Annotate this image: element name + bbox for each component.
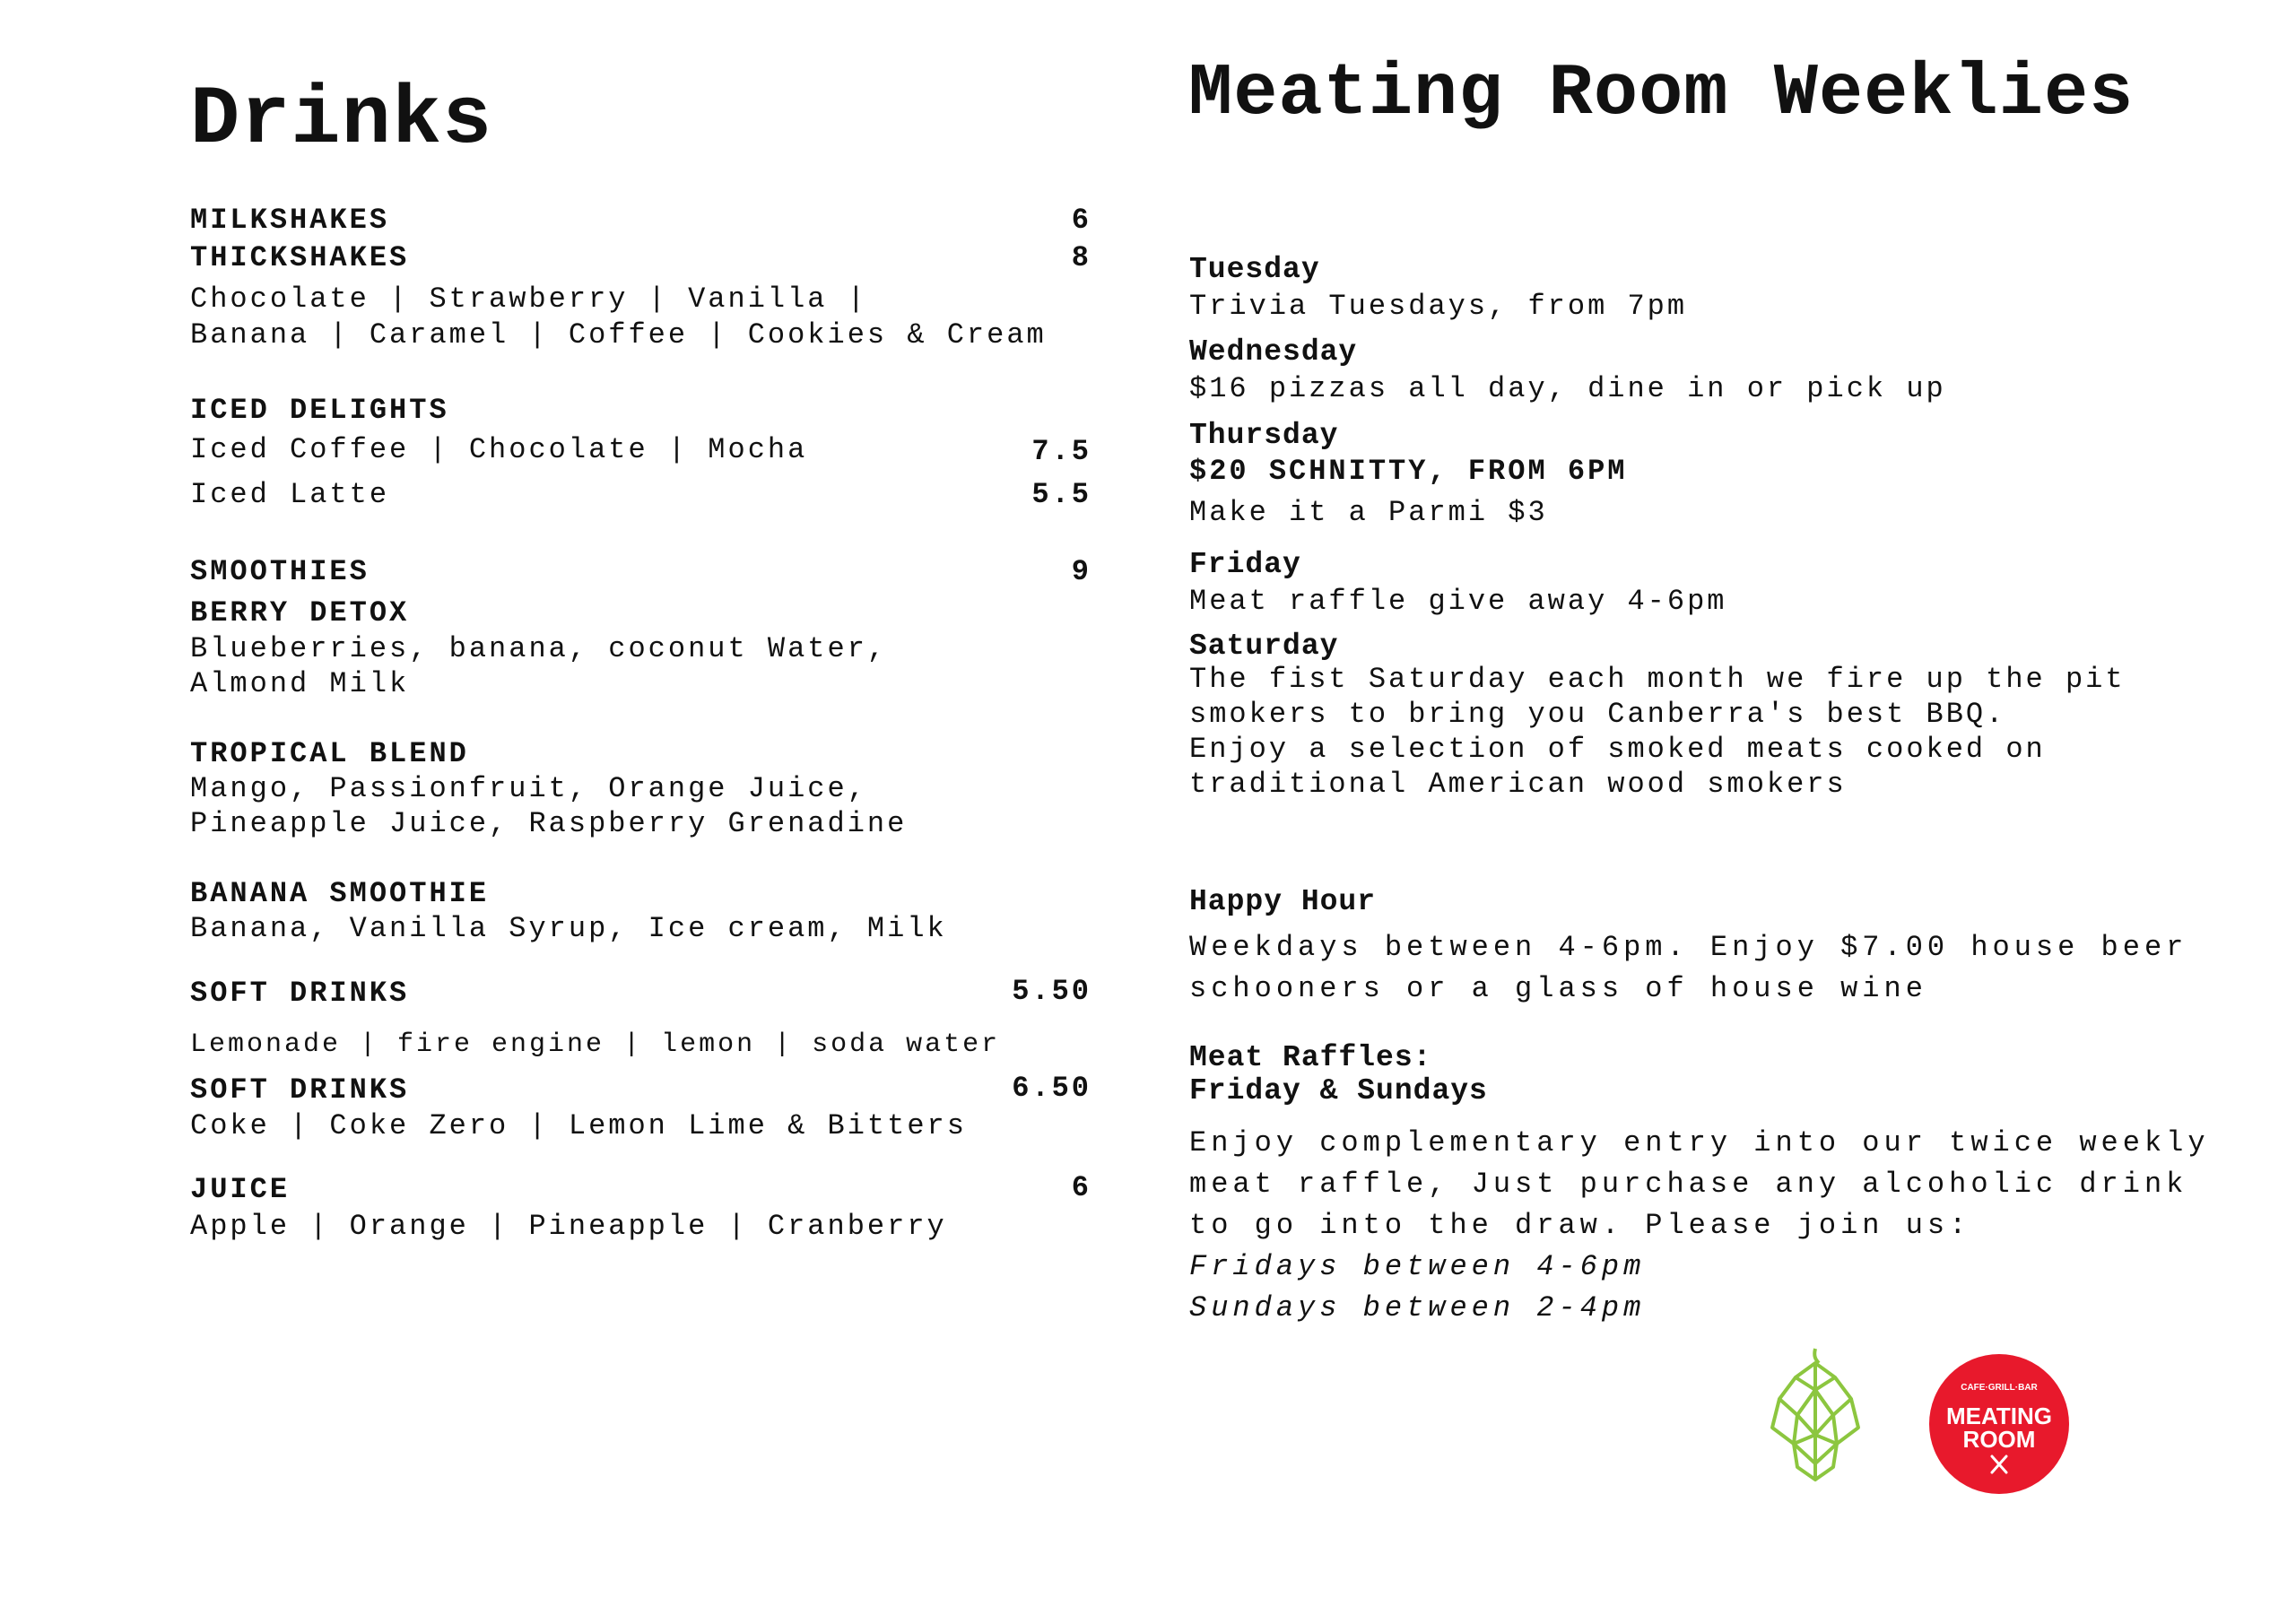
raffle-line: to go into the draw. Please join us:: [1189, 1209, 1971, 1242]
smoothie-desc: Banana, Vanilla Syrup, Ice cream, Milk: [190, 912, 947, 945]
soft-drinks-price: 5.50: [1012, 975, 1091, 1008]
shake-flavours-line: Chocolate | Strawberry | Vanilla |: [190, 282, 867, 316]
smoothie-desc: Blueberries, banana, coconut Water,: [190, 632, 888, 665]
milkshakes-label: MILKSHAKES: [190, 204, 390, 237]
meat-raffles-heading: Meat Raffles:: [1189, 1041, 1432, 1074]
happy-hour-heading: Happy Hour: [1189, 885, 1377, 918]
smoothie-desc: Almond Milk: [190, 667, 410, 700]
day-heading-tuesday: Tuesday: [1189, 253, 1320, 286]
iced-item: Iced Coffee | Chocolate | Mocha: [190, 433, 808, 466]
hop-icon: [1744, 1329, 1852, 1472]
thursday-deal: $20 SCHNITTY, FROM 6PM: [1189, 455, 1628, 488]
juice-label: JUICE: [190, 1173, 291, 1206]
smoothie-name: BANANA SMOOTHIE: [190, 877, 490, 910]
logo-line1: MEATING: [1946, 1403, 2053, 1429]
iced-item-price: 7.5: [1031, 435, 1091, 468]
day-text: Trivia Tuesdays, from 7pm: [1189, 290, 1688, 323]
thickshakes-price: 8: [1071, 241, 1091, 274]
soft-drinks-price: 6.50: [1012, 1072, 1091, 1105]
iced-item-price: 5.5: [1031, 478, 1091, 511]
logo-line2: ROOM: [1962, 1426, 2036, 1453]
soft-drinks-label: SOFT DRINKS: [190, 977, 410, 1010]
saturday-line: smokers to bring you Canberra's best BBQ.: [1189, 698, 2006, 731]
weeklies-title: Meating Room Weeklies: [1188, 52, 2135, 135]
saturday-line: Enjoy a selection of smoked meats cooked on: [1189, 733, 2046, 766]
smoothies-heading: SMOOTHIES: [190, 555, 370, 588]
day-text: Meat raffle give away 4-6pm: [1189, 585, 1727, 618]
day-text: $16 pizzas all day, dine in or pick up: [1189, 372, 1946, 405]
raffle-time: Fridays between 4-6pm: [1189, 1250, 1646, 1283]
saturday-line: The fist Saturday each month we fire up the pit: [1189, 663, 2126, 696]
smoothie-desc: Mango, Passionfruit, Orange Juice,: [190, 772, 867, 805]
day-text: Make it a Parmi $3: [1189, 496, 1548, 529]
soft-drinks-desc: Lemonade | fire engine | lemon | soda water: [190, 1029, 1001, 1060]
smoothies-price: 9: [1071, 555, 1091, 588]
soft-drinks-label: SOFT DRINKS: [190, 1073, 410, 1107]
smoothie-name: TROPICAL BLEND: [190, 737, 469, 770]
meating-room-logo: [1910, 1336, 2054, 1480]
day-heading-wednesday: Wednesday: [1189, 335, 1358, 369]
thickshakes-label: THICKSHAKES: [190, 241, 410, 274]
iced-delights-heading: ICED DELIGHTS: [190, 394, 449, 427]
smoothie-desc: Pineapple Juice, Raspberry Grenadine: [190, 807, 908, 840]
juice-desc: Apple | Orange | Pineapple | Cranberry: [190, 1210, 947, 1243]
smoothie-name: BERRY DETOX: [190, 596, 410, 630]
happy-hour-line: schooners or a glass of house wine: [1189, 972, 1927, 1005]
raffle-time: Sundays between 2-4pm: [1189, 1291, 1646, 1324]
shake-flavours-line: Banana | Caramel | Coffee | Cookies & Cream: [190, 318, 1047, 352]
saturday-line: traditional American wood smokers: [1189, 768, 1847, 801]
day-heading-thursday: Thursday: [1189, 419, 1339, 452]
raffle-line: meat raffle, Just purchase any alcoholic drink: [1189, 1168, 2188, 1201]
meat-raffles-subheading: Friday & Sundays: [1189, 1074, 1488, 1107]
iced-item: Iced Latte: [190, 478, 390, 511]
happy-hour-line: Weekdays between 4-6pm. Enjoy $7.00 house beer: [1189, 931, 2188, 964]
milkshakes-price: 6: [1071, 204, 1091, 237]
soft-drinks-desc: Coke | Coke Zero | Lemon Lime & Bitters: [190, 1109, 967, 1142]
drinks-title: Drinks: [190, 73, 493, 167]
juice-price: 6: [1071, 1171, 1091, 1204]
raffle-line: Enjoy complementary entry into our twice weekly: [1189, 1126, 2210, 1159]
day-heading-friday: Friday: [1189, 548, 1301, 581]
day-heading-saturday: Saturday: [1189, 630, 1339, 663]
logo-top-text: CAFE·GRILL·BAR: [1961, 1383, 2038, 1393]
